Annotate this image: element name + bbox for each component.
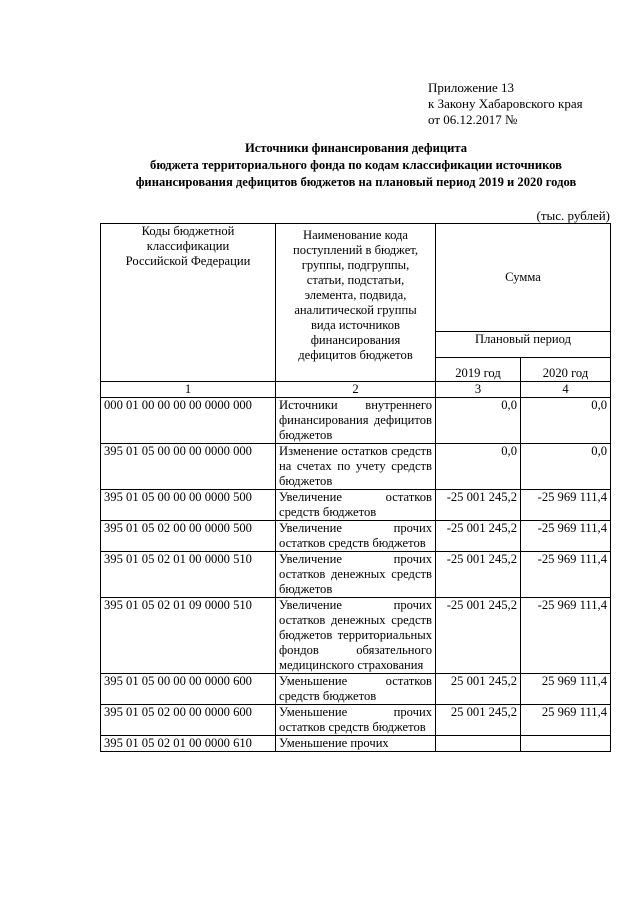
header-codes: Коды бюджетной классификации Российской Федерации — [101, 224, 276, 382]
appendix-header — [428, 80, 583, 128]
row-name: Уменьшение остатков средств бюджетов — [276, 674, 436, 705]
column-number: 1 — [101, 382, 276, 398]
header-row-1 — [101, 224, 611, 332]
table-row — [101, 444, 611, 490]
table-row — [101, 705, 611, 736]
row-code: 000 01 00 00 00 00 0000 000 — [101, 398, 276, 444]
row-code: 395 01 05 00 00 00 0000 600 — [101, 674, 276, 705]
row-value-2019: -25 001 245,2 — [436, 490, 521, 521]
row-value-2019 — [436, 736, 521, 752]
column-number: 3 — [436, 382, 521, 398]
title-line-2: бюджета территориального фонда по кодам классификации источников — [150, 158, 562, 172]
appendix-date: от 06.12.2017 № — [428, 112, 518, 127]
document-title — [96, 140, 616, 191]
header-year-2020: 2020 год — [521, 358, 611, 382]
row-name: Увеличение прочих остатков денежных средств бюджетов — [276, 552, 436, 598]
budget-table — [100, 223, 611, 752]
row-name: Источники внутреннего финансирования дефицитов бюджетов — [276, 398, 436, 444]
row-name: Увеличение прочих остатков средств бюджетов — [276, 521, 436, 552]
table-row — [101, 490, 611, 521]
row-code: 395 01 05 00 00 00 0000 000 — [101, 444, 276, 490]
row-value-2019: -25 001 245,2 — [436, 552, 521, 598]
row-name: Изменение остатков средств на счетах по учету средств бюджетов — [276, 444, 436, 490]
table-row — [101, 398, 611, 444]
row-name: Уменьшение прочих — [276, 736, 436, 752]
table-row — [101, 552, 611, 598]
title-line-1: Источники финансирования дефицита — [244, 141, 468, 155]
row-value-2020: 25 969 111,4 — [521, 674, 611, 705]
appendix-number: Приложение 13 — [428, 80, 515, 95]
appendix-law: к Закону Хабаровского края — [428, 96, 583, 111]
header-year-2019: 2019 год — [436, 358, 521, 382]
row-code: 395 01 05 02 00 00 0000 500 — [101, 521, 276, 552]
row-code: 395 01 05 02 01 00 0000 610 — [101, 736, 276, 752]
row-value-2019: 25 001 245,2 — [436, 705, 521, 736]
row-value-2020: 0,0 — [521, 444, 611, 490]
title-line-3: финансирования дефицитов бюджетов на плановый период 2019 и 2020 годов — [135, 175, 577, 189]
row-value-2020: -25 969 111,4 — [521, 521, 611, 552]
row-name: Уменьшение прочих остатков средств бюджетов — [276, 705, 436, 736]
header-name: Наименование кода поступлений в бюджет, группы, подгруппы, статьи, подстатьи, элемента, подвида, аналитической группы вида источников финансирования дефицитов бюджетов — [276, 224, 436, 382]
row-value-2019: 0,0 — [436, 398, 521, 444]
row-code: 395 01 05 02 01 00 0000 510 — [101, 552, 276, 598]
row-code: 395 01 05 00 00 00 0000 500 — [101, 490, 276, 521]
table-row — [101, 521, 611, 552]
header-planned-period: Плановый период — [436, 332, 611, 358]
row-value-2019: 25 001 245,2 — [436, 674, 521, 705]
row-value-2020: 25 969 111,4 — [521, 705, 611, 736]
table-row — [101, 674, 611, 705]
column-number-row — [101, 382, 611, 398]
row-value-2019: -25 001 245,2 — [436, 598, 521, 674]
row-code: 395 01 05 02 01 09 0000 510 — [101, 598, 276, 674]
row-value-2020 — [521, 736, 611, 752]
units-label: (тыс. рублей) — [536, 208, 610, 223]
column-number: 2 — [276, 382, 436, 398]
table-row — [101, 598, 611, 674]
row-value-2019: 0,0 — [436, 444, 521, 490]
row-value-2020: -25 969 111,4 — [521, 490, 611, 521]
row-value-2019: -25 001 245,2 — [436, 521, 521, 552]
row-value-2020: 0,0 — [521, 398, 611, 444]
column-number: 4 — [521, 382, 611, 398]
row-name: Увеличение остатков средств бюджетов — [276, 490, 436, 521]
row-value-2020: -25 969 111,4 — [521, 598, 611, 674]
header-sum: Сумма — [436, 224, 611, 332]
table-row — [101, 736, 611, 752]
row-name: Увеличение прочих остатков денежных средств бюджетов территориальных фондов обязательного медицинского страхования — [276, 598, 436, 674]
row-value-2020: -25 969 111,4 — [521, 552, 611, 598]
row-code: 395 01 05 02 00 00 0000 600 — [101, 705, 276, 736]
